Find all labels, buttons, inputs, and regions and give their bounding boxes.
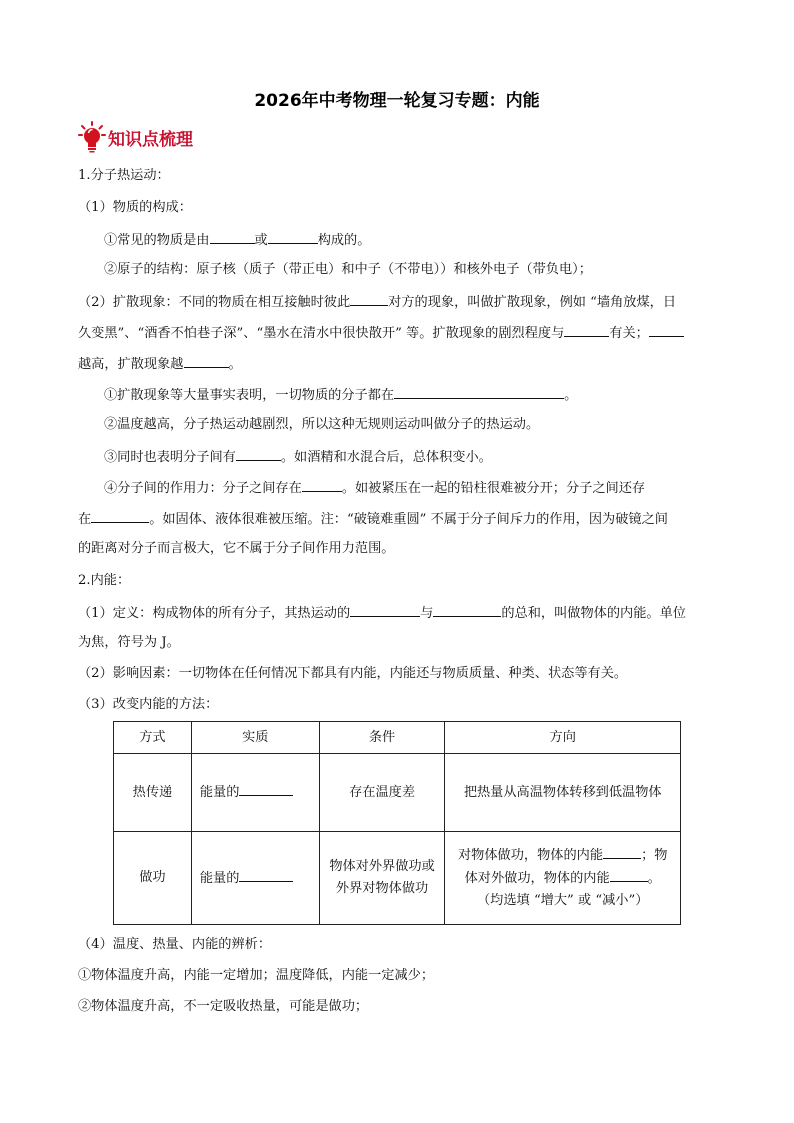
table-header-cell: 方向 — [445, 722, 681, 754]
fill-blank[interactable] — [236, 446, 281, 461]
table-cell-condition — [319, 832, 445, 925]
table-cell-essence: 能量的 — [191, 754, 319, 832]
table-header-cell: 方式 — [114, 722, 192, 754]
table-cell-essence: 能量的 — [191, 832, 319, 925]
text-line-forces-1: ④分子间的作用力：分子之间存在 。如被紧压在一起的铅柱很难被分开；分子之间还存 — [104, 477, 645, 499]
text-line-gaps: ③同时也表明分子间有 。如酒精和水混合后，总体积变小。 — [104, 446, 492, 468]
fill-blank[interactable] — [210, 229, 255, 244]
table-header-row — [114, 722, 681, 754]
text-line-factors: （2）影响因素：一切物体在任何情况下都具有内能，内能还与物质质量、种类、状态等有关。 — [78, 666, 628, 681]
text-line-diffusion-1: （2）扩散现象：不同的物质在相互接触时彼此 对方的现象，叫做扩散现象，例如 “墙角放煤，日 — [78, 291, 676, 313]
text-line-matter: ①常见的物质是由 或 构成的。 — [104, 229, 370, 251]
heading-molecular-motion: 1.分子热运动： — [78, 168, 170, 183]
fill-blank[interactable] — [610, 867, 648, 882]
fill-blank[interactable] — [433, 602, 501, 617]
direction-line: 对物体做功，物体的内能 ；物 — [449, 844, 676, 867]
heading-internal-energy: 2.内能： — [78, 573, 131, 588]
table-header-cell: 实质 — [191, 722, 319, 754]
fill-blank[interactable] — [91, 508, 149, 523]
text-line-rule-1: ①物体温度升高，内能一定增加；温度降低，内能一定减少； — [78, 968, 435, 983]
section-header — [78, 122, 193, 152]
fill-blank[interactable] — [603, 844, 641, 859]
fill-blank[interactable] — [564, 322, 609, 337]
fill-blank[interactable] — [302, 477, 342, 492]
text-line-definition-2: 为焦，符号为 J。 — [78, 635, 180, 650]
methods-table — [113, 721, 681, 925]
text-line-rule-2: ②物体温度升高，不一定吸收热量，可能是做功； — [78, 999, 369, 1014]
table-cell-direction — [445, 832, 681, 925]
table-row — [114, 832, 681, 925]
table-cell-condition: 存在温度差 — [319, 754, 445, 832]
fill-blank[interactable] — [239, 781, 293, 796]
fill-blank[interactable] — [394, 384, 564, 399]
fill-blank[interactable] — [268, 229, 318, 244]
text-line-forces-3: 的距离对分子而言极大，它不属于分子间作用力范围。 — [78, 541, 395, 556]
table-header-cell: 条件 — [319, 722, 445, 754]
fill-blank[interactable] — [239, 867, 293, 882]
text-line-definition-1: （1）定义：构成物体的所有分子，其热运动的 与 的总和，叫做物体的内能。单位 — [78, 602, 686, 624]
text-line-diffusion-fact: ①扩散现象等大量事实表明，一切物质的分子都在 。 — [104, 384, 577, 406]
text-line-thermal-motion: ②温度越高，分子热运动越剧烈，所以这种无规则运动叫做分子的热运动。 — [104, 417, 540, 432]
table-cell-direction: 把热量从高温物体转移到低温物体 — [445, 754, 681, 832]
fill-blank[interactable] — [350, 602, 420, 617]
direction-note: （均选填 “增大” 或 “减小”） — [477, 893, 649, 908]
page-title: 2026年中考物理一轮复习专题：内能 — [254, 91, 540, 111]
fill-blank[interactable] — [184, 353, 229, 368]
text-line-diffusion-2: 久变黑”、“酒香不怕巷子深”、“墨水在清水中很快散开” 等。扩散现象的剧烈程度与 有关； — [78, 322, 684, 344]
subheading-matter-composition: （1）物质的构成： — [78, 200, 192, 215]
lightbulb-icon — [78, 121, 106, 153]
text-line-methods: （3）改变内能的方法： — [78, 697, 219, 712]
condition-line: 外界对物体做功 — [335, 881, 429, 896]
section-title: 知识点梳理 — [108, 129, 193, 150]
condition-line: 物体对外界做功或 — [329, 859, 435, 874]
fill-blank[interactable] — [649, 322, 684, 337]
table-cell-method: 做功 — [114, 832, 192, 925]
fill-blank[interactable] — [350, 291, 388, 306]
text-line-distinction: （4）温度、热量、内能的辨析： — [78, 937, 272, 952]
table-cell-method: 热传递 — [114, 754, 192, 832]
text-line-atom: ②原子的结构：原子核（质子（带正电）和中子（不带电））和核外电子（带负电）； — [104, 262, 592, 277]
table-row — [114, 754, 681, 832]
text-line-forces-2: 在 。如固体、液体很难被压缩。注：“破镜难重圆” 不属于分子间斥力的作用，因为破镜之间 — [78, 508, 668, 530]
direction-line: 体对外做功，物体的内能 。 — [449, 867, 676, 890]
text-line-diffusion-3: 越高，扩散现象越 。 — [78, 353, 242, 375]
